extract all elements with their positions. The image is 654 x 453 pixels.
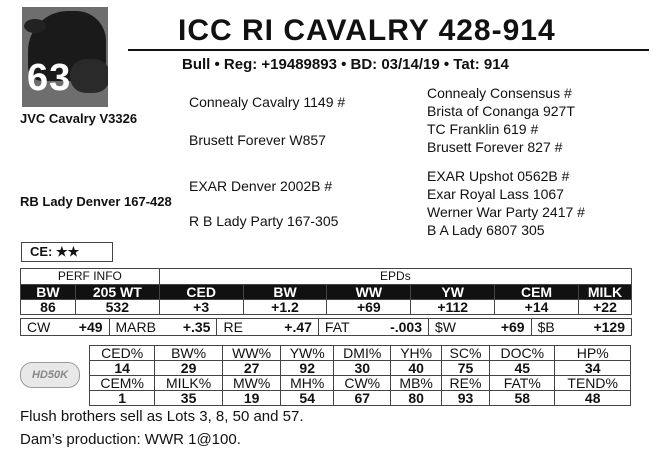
index-value: +129 [570, 319, 632, 336]
perf-value: 86 [21, 300, 76, 315]
index-label: MARB [109, 319, 167, 336]
sire-sire: Connealy Cavalry 1149 # [189, 94, 346, 110]
epd-label: YW [411, 285, 495, 300]
epd-label: CED [159, 285, 243, 300]
epd-value: +3 [159, 300, 243, 315]
dd-dam: B A Lady 6807 305 [427, 222, 545, 238]
bull-photo [22, 7, 108, 107]
pct-label: BW% [155, 346, 223, 361]
pct-label: CEM% [90, 376, 155, 391]
epd-label: MILK [578, 285, 631, 300]
dd-sire: Werner War Party 2417 # [427, 204, 585, 220]
pct-label: MW% [222, 376, 280, 391]
pct-value: 27 [222, 361, 280, 376]
pct-label: CW% [334, 376, 391, 391]
epd-label: CEM [495, 285, 579, 300]
title-divider [128, 49, 649, 51]
pct-value: 54 [281, 391, 334, 406]
pct-value: 30 [334, 361, 391, 376]
percentile-table [89, 345, 631, 406]
note-dam-production: Dam’s production: WWR 1@100. [20, 431, 241, 448]
pct-value: 19 [222, 391, 280, 406]
pct-label: YW% [281, 346, 334, 361]
pct-value: 93 [441, 391, 489, 406]
pct-label: HP% [555, 346, 631, 361]
sire-dam: Brusett Forever W857 [189, 132, 326, 148]
index-value: +49 [59, 319, 109, 336]
pct-label: CED% [90, 346, 155, 361]
pct-label: FAT% [490, 376, 555, 391]
pct-value: 92 [281, 361, 334, 376]
pct-value: 48 [555, 391, 631, 406]
pct-value: 40 [391, 361, 441, 376]
pct-label: MH% [281, 376, 334, 391]
perf-info-header: PERF INFO [21, 269, 160, 285]
epd-value: +112 [411, 300, 495, 315]
registration-line: Bull • Reg: +19489893 • BD: 03/14/19 • Tat: 914 [182, 56, 509, 73]
pct-value: 80 [391, 391, 441, 406]
sire: JVC Cavalry V3326 [20, 111, 138, 126]
note-flush-brothers: Flush brothers sell as Lots 3, 8, 50 and 57. [20, 408, 304, 425]
ss-dam: Brista of Conanga 927T [427, 103, 575, 119]
index-value: -.003 [364, 319, 429, 336]
index-label: FAT [318, 319, 363, 336]
index-value: +69 [470, 319, 532, 336]
pct-value: 45 [490, 361, 555, 376]
index-label: $W [429, 319, 470, 336]
pct-label: TEND% [555, 376, 631, 391]
dam-dam: R B Lady Party 167-305 [189, 213, 339, 229]
pct-label: DMI% [334, 346, 391, 361]
pct-value: 58 [490, 391, 555, 406]
pct-label: WW% [222, 346, 280, 361]
calving-ease-rating: CE: ★★ [21, 242, 113, 262]
index-value: +.47 [256, 319, 319, 336]
pct-value: 75 [441, 361, 489, 376]
sd-dam: Brusett Forever 827 # [427, 139, 563, 155]
pct-value: 67 [334, 391, 391, 406]
index-label: $B [531, 319, 570, 336]
epd-value: +22 [578, 300, 631, 315]
epd-value: +14 [495, 300, 579, 315]
animal-name: ICC RI CAVALRY 428-914 [178, 14, 556, 47]
index-table [20, 318, 632, 336]
index-label: CW [21, 319, 60, 336]
epds-header: EPDs [159, 269, 631, 285]
bull-muzzle-shape [70, 59, 108, 93]
lot-number: 63 [27, 57, 72, 99]
bull-ear-shape [24, 19, 46, 33]
epd-label: WW [327, 285, 411, 300]
pct-value: 35 [155, 391, 223, 406]
ds-dam: Exar Royal Lass 1067 [427, 186, 564, 202]
perf-label: BW [21, 285, 76, 300]
epd-value: +69 [327, 300, 411, 315]
pct-label: RE% [441, 376, 489, 391]
pct-value: 1 [90, 391, 155, 406]
ds-sire: EXAR Upshot 0562B # [427, 168, 570, 184]
epd-table [20, 268, 632, 315]
dam-sire: EXAR Denver 2002B # [189, 178, 333, 194]
pct-label: YH% [391, 346, 441, 361]
pct-label: MB% [391, 376, 441, 391]
perf-value: 532 [75, 300, 159, 315]
pct-value: 34 [555, 361, 631, 376]
epd-value: +1.2 [243, 300, 327, 315]
pct-value: 29 [155, 361, 223, 376]
pct-label: SC% [441, 346, 489, 361]
ss-sire: Connealy Consensus # [427, 85, 572, 101]
pct-label: DOC% [490, 346, 555, 361]
sd-sire: TC Franklin 619 # [427, 121, 539, 137]
hd50k-logo: HD50K [20, 362, 80, 388]
index-value: +.35 [167, 319, 217, 336]
perf-label: 205 WT [75, 285, 159, 300]
pct-label: MILK% [155, 376, 223, 391]
index-label: RE [217, 319, 256, 336]
epd-label: BW [243, 285, 327, 300]
pct-value: 14 [90, 361, 155, 376]
dam: RB Lady Denver 167-428 [20, 194, 172, 209]
